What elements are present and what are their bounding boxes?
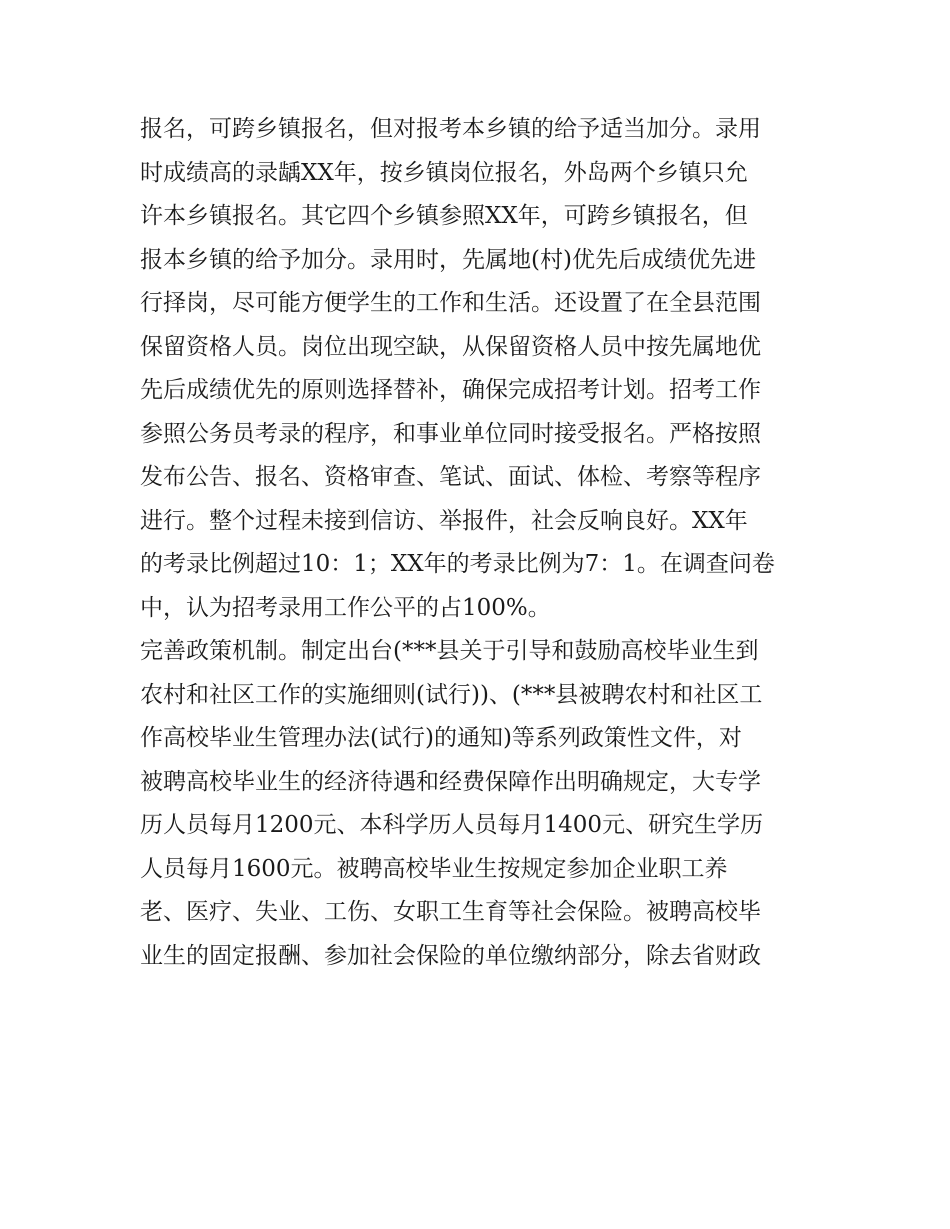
text-line: 行择岗，尽可能方便学生的工作和生活。还设置了在全县范围 — [140, 290, 761, 316]
text-line: 时成绩高的录龋XX年，按乡镇岗位报名，外岛两个乡镇只允 — [140, 159, 748, 186]
text-line: 老、医疗、失业、工伤、女职工生育等社会保险。被聘高校毕 — [140, 899, 761, 925]
text-line: 中，认为招考录用工作公平的占100%。 — [140, 594, 551, 621]
text-line: 进行。整个过程未接到信访、举报件，社会反响良好。XX年 — [140, 507, 748, 534]
text-line: 被聘高校毕业生的经济待遇和经费保障作出明确规定，大专学 — [140, 768, 761, 795]
text-line: 人员每月1600元。被聘高校毕业生按规定参加企业职工养 — [140, 855, 728, 882]
text-line: 发布公告、报名、资格审查、笔试、面试、体检、考察等程序 — [140, 464, 761, 490]
paragraph-start-line: 完善政策机制。制定出台(***县关于引导和鼓励高校毕业生到 — [140, 638, 759, 664]
body-text — [140, 108, 830, 978]
text-line: 保留资格人员。岗位出现空缺，从保留资格人员中按先属地优 — [140, 333, 761, 360]
text-line: 报名，可跨乡镇报名，但对报考本乡镇的给予适当加分。录用 — [140, 116, 761, 142]
text-line: 报本乡镇的给予加分。录用时，先属地(村)优先后成绩优先进 — [140, 246, 756, 273]
text-line: 农村和社区工作的实施细则(试行))、(***县被聘农村和社区工 — [140, 681, 763, 708]
text-line: 许本乡镇报名。其它四个乡镇参照XX年，可跨乡镇报名，但 — [140, 203, 748, 229]
text-line: 参照公务员考录的程序，和事业单位同时接受报名。严格按照 — [140, 420, 761, 447]
text-line: 历人员每月1200元、本科学历人员每月1400元、研究生学历 — [140, 812, 764, 838]
text-line: 的考录比例超过10：1；XX年的考录比例为7：1。在调查问卷 — [140, 551, 775, 577]
text-line: 作高校毕业生管理办法(试行)的通知)等系列政策性文件，对 — [140, 725, 742, 751]
text-line: 先后成绩优先的原则选择替补，确保完成招考计划。招考工作 — [140, 377, 761, 403]
text-line: 业生的固定报酬、参加社会保险的单位缴纳部分，除去省财政 — [140, 942, 761, 969]
